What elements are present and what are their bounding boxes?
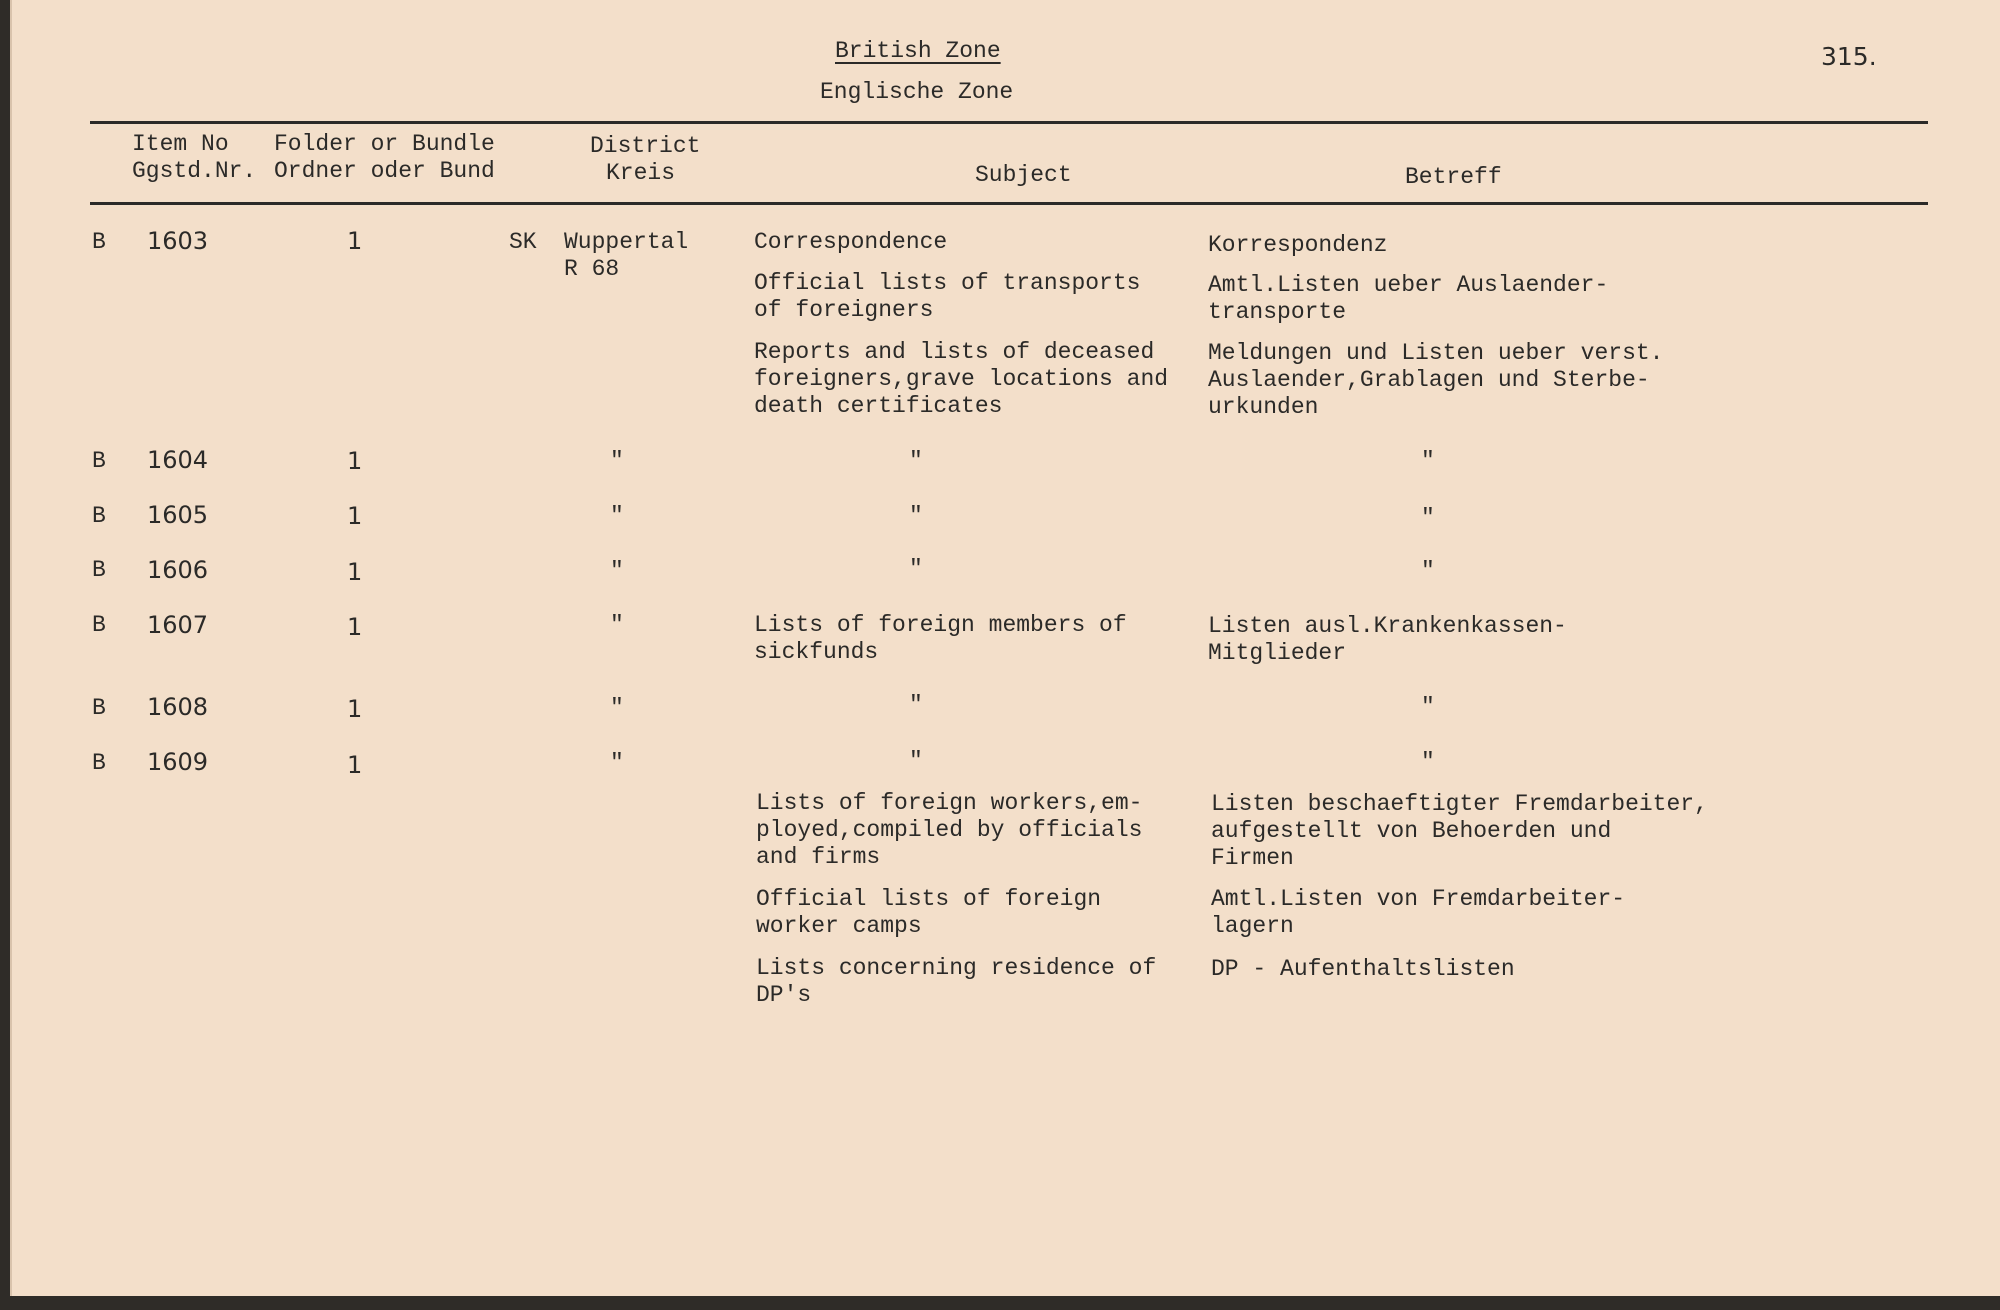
folder-number: 1 <box>347 695 363 723</box>
zone-subtitle: Englische Zone <box>820 79 1014 105</box>
row-prefix: B <box>92 695 106 721</box>
district-ditto: " <box>610 750 624 776</box>
item-number: 1608 <box>147 693 209 721</box>
col-district-label-de: Kreis <box>606 160 676 186</box>
subject-text: Correspondence <box>754 229 948 255</box>
row-prefix: B <box>92 612 106 638</box>
betreff-ditto: " <box>1421 749 1435 775</box>
folder-number: 1 <box>347 613 363 641</box>
folder-number: 1 <box>347 502 363 530</box>
col-district-label: District <box>590 133 701 159</box>
subject-ditto: " <box>909 556 923 582</box>
page-number: 315. <box>1821 42 1877 71</box>
row-prefix: B <box>92 503 106 529</box>
folder-number: 1 <box>347 227 363 255</box>
district-ditto: " <box>610 448 624 474</box>
row-prefix: B <box>92 229 106 255</box>
betreff-text: Korrespondenz <box>1208 232 1388 258</box>
item-number: 1603 <box>147 227 209 255</box>
col-folder-label: Folder or Bundle <box>274 131 495 157</box>
subject-text: Lists of foreign members of sickfunds <box>754 612 1127 665</box>
betreff-ditto: " <box>1421 505 1435 531</box>
item-number: 1607 <box>147 611 209 639</box>
betreff-ditto: " <box>1421 558 1435 584</box>
subject-text: Lists of foreign workers,em- ployed,compiled by officials and firms <box>756 790 1143 870</box>
row-prefix: B <box>92 557 106 583</box>
item-number: 1609 <box>147 748 209 776</box>
betreff-text: Meldungen und Listen ueber verst. Auslaender,Grablagen und Sterbe- urkunden <box>1208 340 1664 420</box>
betreff-text: Listen beschaeftigter Fremdarbeiter, aufgestellt von Behoerden und Firmen <box>1211 791 1708 871</box>
subject-ditto: " <box>909 748 923 774</box>
item-number: 1606 <box>147 556 209 584</box>
betreff-ditto: " <box>1421 448 1435 474</box>
col-item-label-de: Ggstd.Nr. <box>132 158 257 184</box>
subject-text: Reports and lists of deceased foreigners,grave locations and death certificates <box>754 339 1169 419</box>
folder-number: 1 <box>347 558 363 586</box>
header-top-rule <box>90 121 1928 124</box>
betreff-ditto: " <box>1421 694 1435 720</box>
subject-text: Official lists of transports of foreigners <box>754 270 1141 323</box>
folder-number: 1 <box>347 751 363 779</box>
header-bottom-rule <box>90 202 1928 205</box>
subject-ditto: " <box>909 692 923 718</box>
row-prefix: B <box>92 750 106 776</box>
subject-text: Official lists of foreign worker camps <box>756 886 1102 939</box>
betreff-text: Amtl.Listen von Fremdarbeiter- lagern <box>1211 886 1626 939</box>
row-prefix: B <box>92 448 106 474</box>
col-subject-label: Subject <box>975 162 1072 188</box>
betreff-text: Amtl.Listen ueber Auslaender- transporte <box>1208 272 1609 325</box>
district-name: Wuppertal <box>564 229 689 255</box>
district-ditto: " <box>610 558 624 584</box>
subject-text: Lists concerning residence of DP's <box>756 955 1157 1008</box>
item-number: 1604 <box>147 446 209 474</box>
district-ref: R 68 <box>564 256 620 282</box>
zone-title: British Zone <box>835 38 1001 64</box>
district-ditto: " <box>610 503 624 529</box>
document-page <box>10 0 2000 1296</box>
district-ditto: " <box>610 695 624 721</box>
col-folder-label-de: Ordner oder Bund <box>274 158 495 184</box>
item-number: 1605 <box>147 501 209 529</box>
district-code: SK <box>509 229 537 255</box>
betreff-text: DP - Aufenthaltslisten <box>1211 956 1515 982</box>
col-item-label: Item No <box>132 131 229 157</box>
folder-number: 1 <box>347 447 363 475</box>
betreff-text: Listen ausl.Krankenkassen- Mitglieder <box>1208 613 1567 666</box>
col-betreff-label: Betreff <box>1405 164 1502 190</box>
subject-ditto: " <box>909 448 923 474</box>
district-ditto: " <box>610 612 624 638</box>
subject-ditto: " <box>909 503 923 529</box>
